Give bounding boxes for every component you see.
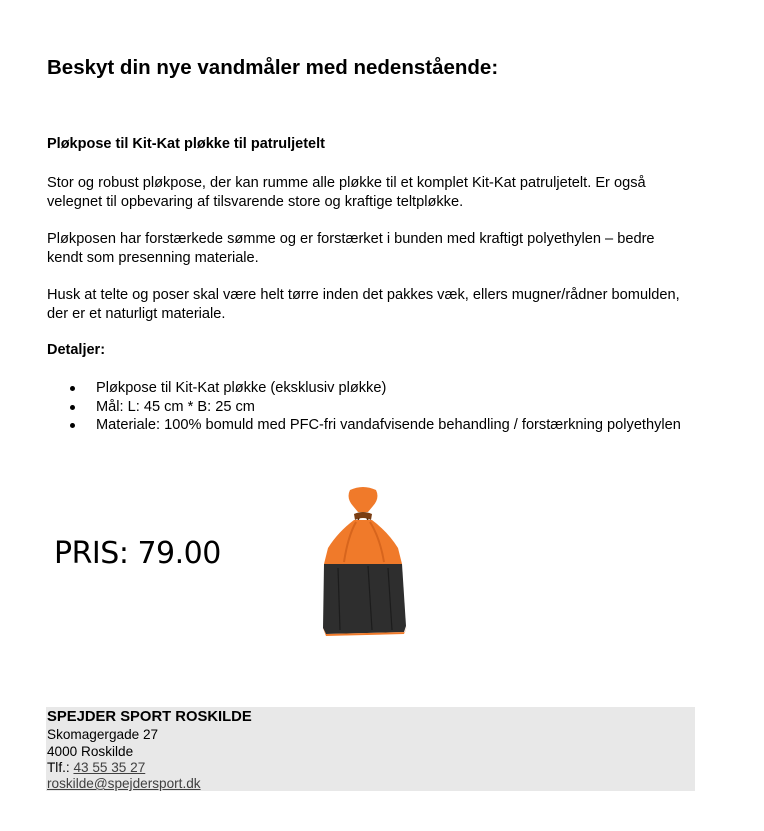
email-link[interactable]: roskilde@spejdersport.dk — [47, 776, 201, 791]
list-item — [47, 379, 687, 398]
description-paragraph-3: Husk at telte og poser skal være helt tørre inden det pakkes væk, ellers mugner/rådner bomulden, der er et naturligt materiale. — [47, 287, 680, 322]
list-item-text: Materiale: 100% bomuld med PFC-fri vandafvisende behandling / forstærkning polyethylen — [96, 417, 681, 433]
phone-line — [47, 760, 145, 775]
phone-link[interactable]: 43 55 35 27 — [73, 760, 146, 775]
peg-bag-image — [268, 476, 458, 666]
description-paragraph-1: Stor og robust pløkpose, der kan rumme alle pløkke til et komplet Kit-Kat patruljetelt. Er også velegnet til opbevaring af tilsvarende store og kraftige teltpløkke. — [47, 175, 646, 210]
phone-label: Tlf.: — [47, 760, 74, 775]
description-paragraph-2: Pløkposen har forstærkede sømme og er forstærket i bunden med kraftigt polyethylen – bedre kendt som presenning materiale. — [47, 231, 655, 266]
shop-name: SPEJDER SPORT ROSKILDE — [47, 709, 252, 725]
price-label: PRIS: 79.00 — [54, 536, 221, 571]
list-item-text: Mål: L: 45 cm * B: 25 cm — [96, 398, 255, 415]
email-line — [47, 776, 201, 791]
bullet-icon — [70, 386, 75, 391]
page-title: Beskyt din nye vandmåler med nedenstående: — [47, 56, 499, 79]
details-heading: Detaljer: — [47, 342, 106, 358]
footer-contact — [46, 707, 695, 791]
list-item — [47, 398, 687, 417]
list-item-text: Pløkpose til Kit-Kat pløkke (eksklusiv pløkke) — [96, 380, 387, 396]
street-address: Skomagergade 27 — [47, 727, 159, 742]
bullet-icon — [70, 423, 75, 428]
bullet-icon — [70, 405, 75, 410]
details-list — [47, 379, 687, 435]
list-item — [47, 416, 687, 435]
product-title: Pløkpose til Kit-Kat pløkke til patruljetelt — [47, 136, 325, 152]
city-address: 4000 Roskilde — [47, 744, 134, 759]
